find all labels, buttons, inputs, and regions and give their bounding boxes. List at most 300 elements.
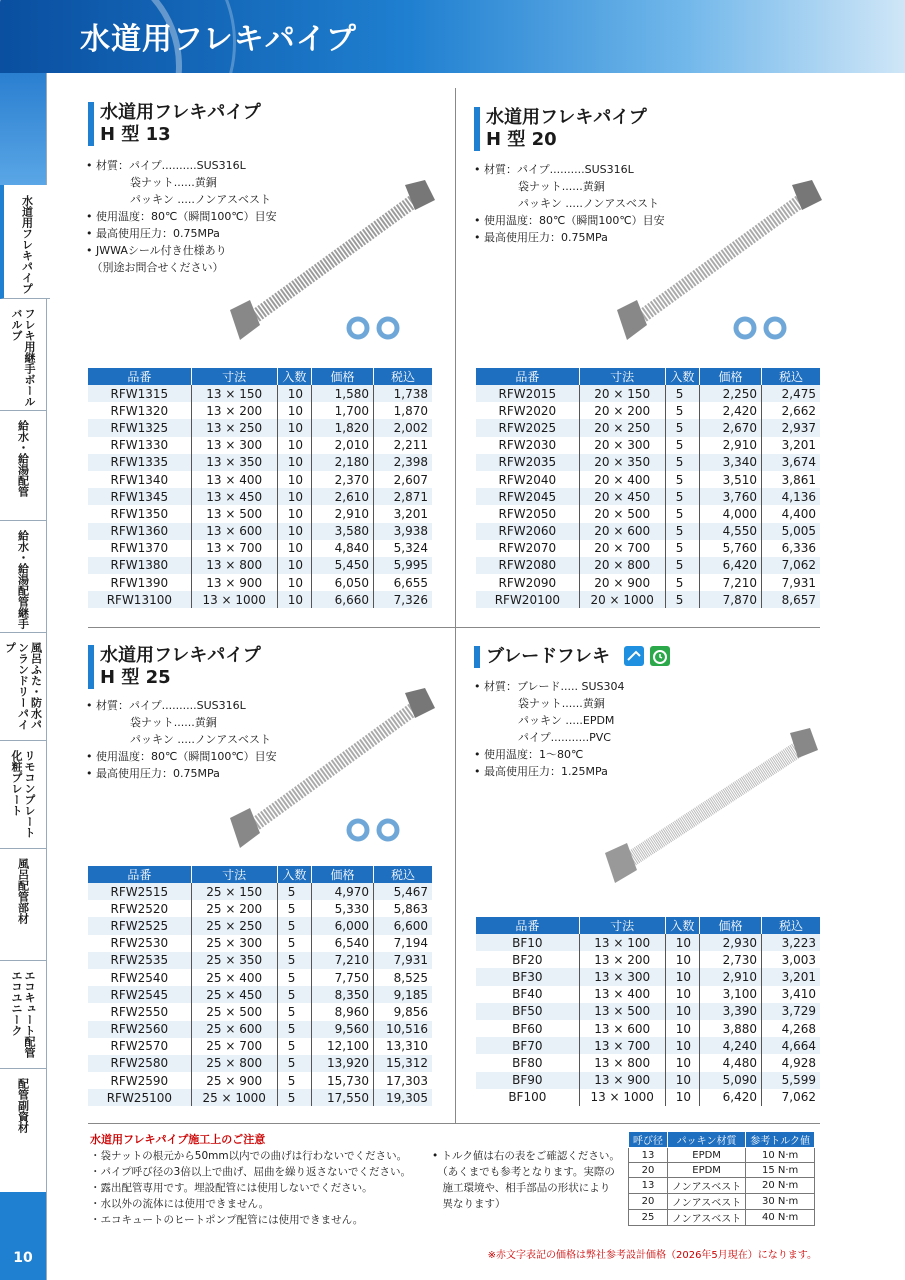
table-row — [88, 523, 432, 540]
table-cell: 20 N·m — [746, 1178, 815, 1194]
notes-title: 水道用フレキパイプ施工上のご注意 — [90, 1133, 266, 1146]
table-cell: 10 — [277, 540, 311, 557]
table-cell: 25 × 150 — [191, 883, 277, 900]
spec-line: 袋ナット......黄銅 — [474, 180, 605, 193]
table-cell: 5 — [277, 935, 311, 952]
table-cell: 20 × 150 — [579, 385, 665, 402]
table-cell: 5 — [665, 402, 699, 419]
table-cell: 10 — [277, 385, 311, 402]
table-cell: RFW2540 — [88, 969, 191, 986]
table-row — [476, 934, 820, 951]
table-cell: BF70 — [476, 1037, 579, 1054]
table-cell: 10 — [277, 454, 311, 471]
section-title-h20 — [474, 107, 647, 151]
table-cell: 3,938 — [373, 523, 432, 540]
table-cell: 5 — [665, 574, 699, 591]
table-cell: 3,880 — [700, 1020, 762, 1037]
table-row — [88, 900, 432, 917]
column-header: 入数 — [665, 917, 699, 934]
table-cell: RFW1340 — [88, 471, 191, 488]
table-cell: 13 × 300 — [579, 968, 665, 985]
table-cell: RFW1320 — [88, 402, 191, 419]
table-cell: 6,050 — [312, 574, 374, 591]
table-cell: 20 × 700 — [579, 540, 665, 557]
table-cell: 10 — [665, 1089, 699, 1106]
table-cell: RFW2515 — [88, 883, 191, 900]
table-cell: 2,250 — [700, 385, 762, 402]
table-cell: 20 — [629, 1194, 668, 1210]
spec-line: 袋ナット......黄銅 — [474, 697, 605, 710]
column-header: パッキン材質 — [668, 1132, 746, 1148]
table-row — [629, 1210, 815, 1226]
table-cell: 7,062 — [781, 1090, 816, 1105]
table-cell: ノンアスベスト — [668, 1178, 746, 1194]
table-cell: 5 — [665, 540, 699, 557]
table-cell: 10 — [665, 986, 699, 1003]
table-cell: 2,002 — [373, 419, 432, 436]
table-cell: BF60 — [476, 1020, 579, 1037]
table-cell: 20 × 450 — [579, 488, 665, 505]
table-cell: 10 — [277, 557, 311, 574]
table-row — [88, 454, 432, 471]
table-cell: RFW1335 — [88, 454, 191, 471]
table-cell: 13 × 900 — [191, 574, 277, 591]
table-cell: RFW2570 — [88, 1038, 191, 1055]
table-cell: 5 — [277, 969, 311, 986]
table-cell: 3,201 — [393, 506, 428, 521]
table-cell: 8,350 — [312, 986, 374, 1003]
notes-right — [432, 1148, 620, 1212]
table-cell: 25 × 800 — [191, 1055, 277, 1072]
table-cell: 30 N·m — [746, 1194, 815, 1210]
note-line: • トルク値は右の表をご確認ください。 — [432, 1150, 620, 1162]
spec-line: • 材質：パイプ..........SUS316L — [474, 163, 634, 176]
table-cell: RFW2090 — [476, 574, 579, 591]
table-cell: 7,194 — [393, 936, 428, 951]
table-cell: 5 — [665, 454, 699, 471]
table-cell: 2,910 — [700, 437, 762, 454]
torque-table — [628, 1131, 815, 1226]
table-row — [88, 385, 432, 402]
table-cell: 3,100 — [700, 986, 762, 1003]
spec-line: パッキン .....ノンアスベスト — [474, 197, 659, 210]
table-cell: 5,599 — [761, 1072, 820, 1089]
table-cell: 25 × 900 — [191, 1072, 277, 1089]
table-cell: 5 — [665, 437, 699, 454]
spec-line: • 使用温度：80℃（瞬間100℃）目安 — [86, 750, 277, 763]
table-cell: 13 × 600 — [579, 1020, 665, 1037]
table-cell: 20 × 1000 — [579, 591, 665, 608]
table-cell: RFW1370 — [88, 540, 191, 557]
table-row — [88, 1072, 432, 1089]
table-cell: 13 × 1000 — [191, 591, 277, 608]
table-row — [88, 557, 432, 574]
table-cell: RFW2015 — [476, 385, 579, 402]
table-cell: 1,580 — [312, 385, 374, 402]
table-cell: RFW2550 — [88, 1003, 191, 1020]
table-cell: 4,240 — [700, 1037, 762, 1054]
page-number: 10 — [0, 1192, 46, 1280]
sidebar-tab-label: 水道用フレキパイプ — [20, 195, 34, 294]
table-row — [88, 505, 432, 522]
table-cell: RFW2020 — [476, 402, 579, 419]
footer-note: ※赤文字表記の価格は弊社参考設計価格（2026年5月現在）になります。 — [487, 1250, 817, 1261]
table-cell: 10 — [665, 968, 699, 985]
table-cell: 7,750 — [312, 969, 374, 986]
table-row — [88, 1003, 432, 1020]
spec-line: • 最高使用圧力：0.75MPa — [86, 767, 220, 780]
table-row — [476, 505, 820, 522]
table-cell: 15,730 — [312, 1072, 374, 1089]
table-cell: 5 — [277, 1072, 311, 1089]
section-title-bf — [474, 646, 610, 668]
table-cell: 13 × 700 — [191, 540, 277, 557]
sidebar-tab[interactable] — [0, 298, 46, 411]
sidebar-tab-label: エコキュート配管エコユニーク — [10, 970, 36, 1058]
table-cell: 5,467 — [373, 883, 432, 900]
table-cell: 13 × 350 — [191, 454, 277, 471]
table-cell: 7,326 — [373, 591, 432, 608]
table-cell: 7,870 — [700, 591, 762, 608]
flex-pipe-image — [225, 688, 440, 853]
sidebar-tab[interactable] — [0, 632, 46, 741]
table-row — [476, 419, 820, 436]
table-cell: RFW1380 — [88, 557, 191, 574]
table-cell: 3,223 — [761, 934, 820, 951]
sidebar-tab[interactable] — [0, 848, 46, 961]
column-header: 税込 — [373, 368, 432, 385]
table-cell: BF20 — [476, 951, 579, 968]
table-cell: 13 × 600 — [191, 523, 277, 540]
table-cell: 2,420 — [700, 402, 762, 419]
table-cell: 5,005 — [761, 523, 820, 540]
table-row — [88, 1021, 432, 1038]
clock-icon — [650, 646, 670, 666]
table-row — [88, 471, 432, 488]
table-cell: 7,931 — [781, 575, 816, 590]
sidebar-tab[interactable] — [0, 960, 46, 1069]
table-cell: 3,201 — [761, 968, 820, 985]
table-cell: 40 N·m — [746, 1210, 815, 1226]
note-line: （あくまでも参考となります。実際の — [432, 1166, 615, 1178]
table-row — [88, 419, 432, 436]
table-cell: 4,840 — [312, 540, 374, 557]
table-cell: 2,930 — [700, 934, 762, 951]
sidebar-tab-label: 配管副資材 — [16, 1078, 30, 1133]
table-cell: 2,662 — [781, 403, 816, 418]
sidebar-tab[interactable] — [0, 740, 46, 849]
sidebar-tab[interactable] — [0, 410, 46, 521]
table-cell: 5,863 — [393, 901, 428, 916]
table-cell: RFW1360 — [88, 523, 191, 540]
table-cell: 13 — [629, 1178, 668, 1194]
table-cell: 25 × 250 — [191, 917, 277, 934]
table-cell: 20 × 300 — [579, 437, 665, 454]
table-cell: 10 — [665, 1003, 699, 1020]
spec-line: • 材質：パイプ..........SUS316L — [86, 159, 246, 172]
table-cell: RFW2590 — [88, 1072, 191, 1089]
table-cell: 4,000 — [700, 505, 762, 522]
table-row — [88, 574, 432, 591]
table-cell: RFW1315 — [88, 385, 191, 402]
table-cell: 20 × 800 — [579, 557, 665, 574]
spec-line: • 材質：パイプ..........SUS316L — [86, 699, 246, 712]
spec-line: 袋ナット......黄銅 — [86, 716, 217, 729]
note-line: 施工環境や、相手部品の形状により — [432, 1182, 611, 1194]
table-row — [476, 1054, 820, 1071]
table-cell: 8,960 — [312, 1003, 374, 1020]
table-cell: 10 — [277, 471, 311, 488]
table-cell: 6,660 — [312, 591, 374, 608]
table-cell: BF30 — [476, 968, 579, 985]
table-cell: 10 — [277, 402, 311, 419]
table-cell: ノンアスベスト — [668, 1194, 746, 1210]
table-row — [476, 385, 820, 402]
table-cell: 10 — [665, 1037, 699, 1054]
table-cell: 25 × 350 — [191, 952, 277, 969]
sidebar-tab-label: 風呂ふた・防水パンランドリーパイプ — [3, 642, 43, 730]
table-cell: 4,400 — [781, 506, 816, 521]
table-cell: 2,871 — [373, 488, 432, 505]
table-cell: 9,856 — [393, 1004, 428, 1019]
table-row — [476, 488, 820, 505]
table-cell: 13 × 900 — [579, 1072, 665, 1089]
column-header: 品番 — [88, 866, 191, 883]
table-cell: 6,420 — [700, 1089, 762, 1106]
column-header: 寸法 — [579, 917, 665, 934]
table-cell: 2,180 — [312, 454, 374, 471]
table-cell: 6,000 — [312, 917, 374, 934]
table-cell: 13 × 1000 — [579, 1089, 665, 1106]
table-cell: 10 — [277, 574, 311, 591]
table-cell: 13 × 400 — [191, 471, 277, 488]
table-cell: RFW2560 — [88, 1021, 191, 1038]
table-cell: 25 × 200 — [191, 900, 277, 917]
table-row — [476, 1089, 820, 1106]
page-header — [0, 0, 905, 73]
table-cell: 3,410 — [781, 987, 816, 1002]
table-cell: 4,480 — [700, 1054, 762, 1071]
table-cell: 10 — [277, 505, 311, 522]
table-cell: RFW20100 — [476, 591, 579, 608]
table-cell: RFW1345 — [88, 488, 191, 505]
column-header: 税込 — [761, 368, 820, 385]
table-cell: 2,937 — [761, 419, 820, 436]
braided-flex-image — [605, 728, 820, 893]
table-cell: 5 — [277, 1089, 311, 1106]
section-title-line: H 型 13 — [100, 124, 171, 145]
table-cell: 5 — [277, 1038, 311, 1055]
table-cell: BF80 — [476, 1054, 579, 1071]
table-cell: 13 × 400 — [579, 986, 665, 1003]
table-cell: 1,700 — [312, 402, 374, 419]
spec-line: • 使用温度：80℃（瞬間100℃）目安 — [474, 214, 665, 227]
column-header: 品番 — [476, 368, 579, 385]
table-cell: 15,312 — [373, 1055, 432, 1072]
table-cell: 10 — [665, 934, 699, 951]
section-title-line: ブレードフレキ — [486, 646, 611, 667]
table-cell: 10 — [665, 1072, 699, 1089]
column-header: 呼び径 — [629, 1132, 668, 1148]
table-cell: 3,729 — [761, 1003, 820, 1020]
table-cell: BF10 — [476, 934, 579, 951]
table-cell: 3,861 — [781, 472, 816, 487]
price-table-h25 — [88, 866, 432, 1106]
table-cell: 10 — [277, 591, 311, 608]
sidebar-tab[interactable] — [0, 520, 46, 633]
column-divider — [455, 88, 456, 1123]
table-row — [476, 574, 820, 591]
table-row — [476, 986, 820, 1003]
table-row — [476, 1020, 820, 1037]
table-cell: 2,910 — [312, 505, 374, 522]
table-row — [88, 917, 432, 934]
table-cell: 5,760 — [700, 540, 762, 557]
table-cell: 4,664 — [761, 1037, 820, 1054]
table-cell: 25 × 700 — [191, 1038, 277, 1055]
table-cell: 2,730 — [700, 951, 762, 968]
spec-line: パッキン .....ノンアスベスト — [86, 733, 271, 746]
table-cell: 3,201 — [781, 438, 816, 453]
table-cell: 25 — [629, 1210, 668, 1226]
spec-line: • 最高使用圧力：0.75MPa — [474, 231, 608, 244]
table-cell: 5 — [665, 471, 699, 488]
table-cell: 5 — [665, 385, 699, 402]
table-cell: RFW1330 — [88, 437, 191, 454]
table-cell: 10,516 — [373, 1021, 432, 1038]
table-cell: 13 × 250 — [191, 419, 277, 436]
table-cell: RFW2520 — [88, 900, 191, 917]
table-cell: 5 — [277, 917, 311, 934]
table-cell: 5 — [277, 1003, 311, 1020]
table-cell: RFW2535 — [88, 952, 191, 969]
table-row — [629, 1178, 815, 1194]
table-cell: 6,655 — [393, 575, 428, 590]
table-cell: 5 — [665, 591, 699, 608]
column-header: 入数 — [277, 368, 311, 385]
table-cell: RFW2525 — [88, 917, 191, 934]
table-cell: 3,580 — [312, 523, 374, 540]
table-cell: 3,510 — [700, 471, 762, 488]
table-cell: 3,003 — [781, 952, 816, 967]
row-divider — [88, 1123, 820, 1124]
spec-line: • 材質：ブレード..... SUS304 — [474, 680, 625, 693]
table-cell: 5,324 — [393, 541, 428, 556]
notes-left — [90, 1148, 411, 1228]
table-cell: 7,210 — [312, 952, 374, 969]
table-cell: 2,670 — [700, 419, 762, 436]
table-cell: 5 — [665, 523, 699, 540]
table-cell: EPDM — [668, 1148, 746, 1163]
table-cell: 20 × 600 — [579, 523, 665, 540]
table-cell: 17,303 — [386, 1073, 428, 1088]
table-cell: RFW2060 — [476, 523, 579, 540]
column-header: 入数 — [277, 866, 311, 883]
table-row — [476, 402, 820, 419]
table-cell: 25 × 500 — [191, 1003, 277, 1020]
table-cell: 5 — [665, 505, 699, 522]
section-title-h13 — [88, 102, 261, 146]
table-row — [476, 591, 820, 608]
table-cell: BF100 — [476, 1089, 579, 1106]
column-header: 価格 — [700, 368, 762, 385]
table-row — [88, 1055, 432, 1072]
table-row — [476, 1003, 820, 1020]
table-cell: 10 N·m — [746, 1148, 815, 1163]
table-cell: RFW2080 — [476, 557, 579, 574]
table-row — [476, 1037, 820, 1054]
table-cell: 19,305 — [373, 1089, 432, 1106]
table-cell: 1,738 — [373, 385, 432, 402]
column-header: 価格 — [312, 866, 374, 883]
table-cell: RFW2040 — [476, 471, 579, 488]
table-cell: 9,185 — [373, 986, 432, 1003]
table-cell: EPDM — [668, 1163, 746, 1178]
table-cell: 2,607 — [393, 472, 428, 487]
table-cell: 1,870 — [393, 403, 428, 418]
table-cell: RFW1390 — [88, 574, 191, 591]
row-divider — [88, 627, 820, 628]
table-cell: 1,820 — [312, 419, 374, 436]
sidebar-tab[interactable] — [0, 1068, 46, 1193]
table-cell: BF40 — [476, 986, 579, 1003]
table-cell: 5 — [277, 1021, 311, 1038]
table-cell: 13 × 700 — [579, 1037, 665, 1054]
table-cell: 13 × 500 — [579, 1003, 665, 1020]
section-title-line: H 型 25 — [100, 667, 171, 688]
shower-icon — [624, 646, 644, 666]
spec-line: パッキン .....EPDM — [474, 714, 615, 727]
sidebar-tab-label: フレキ用継手ボールバルブ — [10, 308, 36, 407]
column-header: 入数 — [665, 368, 699, 385]
note-line: ・袋ナットの根元から50mm以内での曲げは行わないでください。 — [90, 1150, 408, 1162]
table-row — [88, 883, 432, 900]
column-header: 税込 — [761, 917, 820, 934]
table-cell: RFW2035 — [476, 454, 579, 471]
table-cell: 20 × 350 — [579, 454, 665, 471]
flex-pipe-image — [225, 180, 440, 345]
sidebar-tab[interactable] — [0, 185, 50, 299]
page-title: 水道用フレキパイプ — [80, 22, 357, 57]
table-cell: 7,931 — [373, 952, 432, 969]
spec-line: • JWWAシール付き仕様あり — [86, 244, 227, 257]
section-title-line: 水道用フレキパイプ — [486, 107, 647, 128]
table-cell: BF90 — [476, 1072, 579, 1089]
table-cell: 5 — [277, 986, 311, 1003]
note-line: ・パイプ呼び径の3倍以上で曲げ、屈曲を繰り返さないでください。 — [90, 1166, 411, 1178]
table-cell: 13 × 500 — [191, 505, 277, 522]
table-cell: RFW2050 — [476, 505, 579, 522]
table-cell: 8,657 — [761, 591, 820, 608]
table-cell: 9,560 — [312, 1021, 374, 1038]
column-header: 価格 — [700, 917, 762, 934]
table-cell: 6,420 — [700, 557, 762, 574]
table-row — [88, 488, 432, 505]
flex-pipe-image — [612, 180, 827, 345]
table-cell: 10 — [665, 1054, 699, 1071]
table-cell: 12,100 — [312, 1038, 374, 1055]
table-cell: 13 × 450 — [191, 488, 277, 505]
table-row — [629, 1163, 815, 1178]
table-cell: 13 × 200 — [579, 951, 665, 968]
note-line: ・水以外の流体には使用できません。 — [90, 1198, 270, 1210]
table-cell: RFW2030 — [476, 437, 579, 454]
table-row — [476, 968, 820, 985]
table-cell: 3,340 — [700, 454, 762, 471]
table-cell: 5,330 — [312, 900, 374, 917]
spec-line: （別途お問合せください） — [86, 261, 224, 274]
table-row — [476, 557, 820, 574]
